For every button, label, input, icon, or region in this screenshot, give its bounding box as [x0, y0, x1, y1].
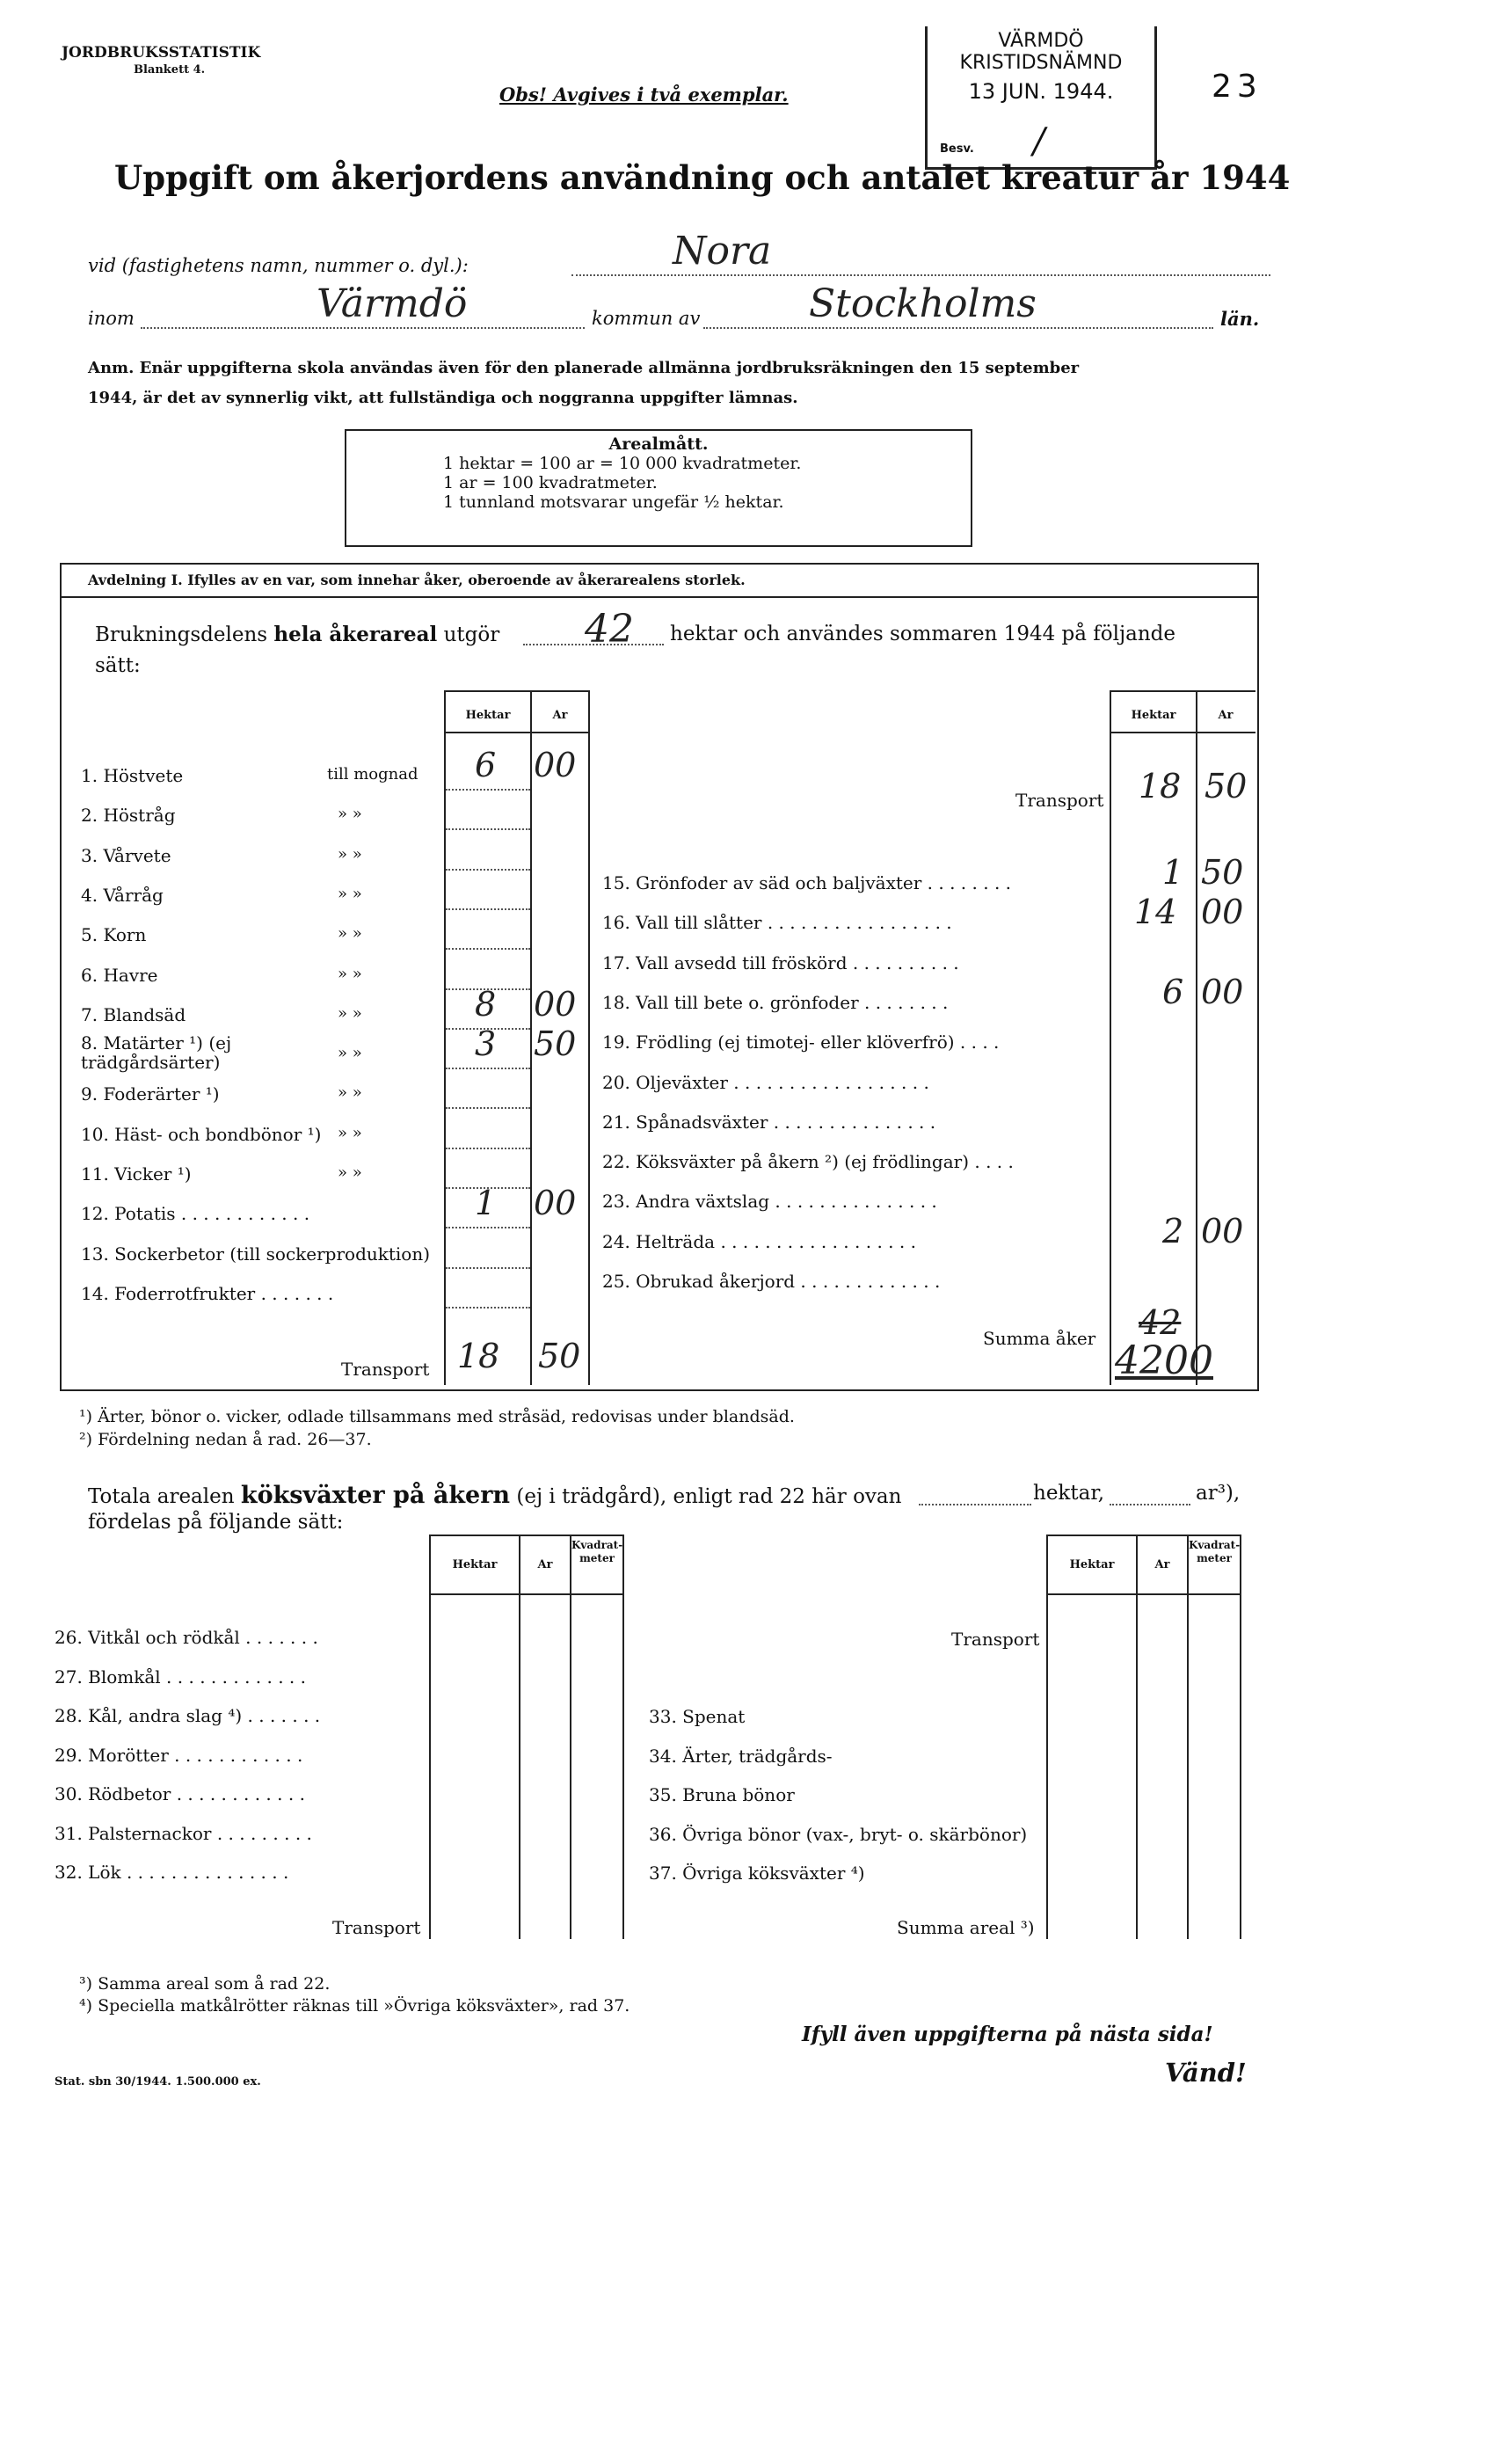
koks-left-col-kvm: Kvadrat-meter — [571, 1539, 623, 1564]
koks-left-d — [622, 1535, 624, 1939]
right-col-line-b — [1196, 690, 1197, 1385]
left-row-suffix: » » — [338, 924, 362, 944]
right-transport-label: Transport — [1015, 790, 1104, 811]
left-row-rule — [446, 1306, 530, 1309]
stamp-line2: KRISTIDSNÄMND — [959, 52, 1123, 74]
inom-value[interactable]: Värmdö — [317, 281, 468, 326]
right-row-label: 23. Andra växtslag . . . . . . . . . . . . . . . — [602, 1191, 937, 1213]
koks-left-b — [519, 1535, 520, 1939]
vid-label: vid (fastighetens namn, nummer o. dyl.): — [88, 255, 469, 276]
left-row-ar[interactable]: 00 — [534, 984, 577, 1024]
left-row-rule — [446, 827, 530, 830]
left-row-label: 11. Vicker ¹) — [81, 1163, 192, 1185]
koks-right-row: 37. Övriga köksväxter ⁴) — [649, 1863, 865, 1884]
right-row-label: 17. Vall avsedd till fröskörd . . . . . . . . . . — [602, 951, 959, 973]
page-number: 23 — [1212, 69, 1263, 105]
left-row-hektar[interactable]: 8 — [475, 984, 497, 1024]
right-transport-ar[interactable]: 50 — [1205, 767, 1248, 806]
org-name: JORDBRUKSSTATISTIK — [62, 44, 261, 62]
left-row-rule — [446, 1266, 530, 1269]
footnote-4: ⁴) Speciella matkålrötter räknas till »Övriga köksväxter», rad 37. — [79, 1996, 630, 2016]
left-row-ar[interactable]: 00 — [534, 1184, 577, 1223]
left-row-hektar[interactable]: 6 — [475, 746, 497, 784]
left-row-label: 3. Vårvete — [81, 844, 171, 866]
koks-right-transport: Transport — [951, 1629, 1040, 1650]
left-row-rule — [446, 947, 530, 950]
arealmatt-title: Arealmått. — [608, 434, 709, 454]
arealmatt-line3: 1 tunnland motsvarar ungefär ⅟₂ hektar. — [443, 492, 784, 512]
koks-right-a — [1046, 1535, 1048, 1939]
print-info: Stat. sbn 30/1944. 1.500.000 ex. — [55, 2075, 261, 2089]
left-row-rule — [446, 908, 530, 910]
right-row-hektar[interactable]: 1 — [1162, 853, 1184, 892]
koks-left-row: 29. Morötter . . . . . . . . . . . . — [55, 1744, 303, 1766]
kommun-label: kommun av — [592, 308, 701, 329]
left-row-rule — [446, 868, 530, 871]
arealmatt-line2: 1 ar = 100 kvadratmeter. — [443, 473, 658, 492]
right-col-line-a — [1110, 690, 1111, 1385]
koks-summa: Summa areal ³) — [897, 1917, 1035, 1938]
koks-left-top — [429, 1535, 624, 1536]
intro-d: hektar och användes sommaren 1944 på följande — [670, 623, 1175, 645]
right-row-ar[interactable]: 00 — [1201, 972, 1244, 1011]
koks-left-row: 28. Kål, andra slag ⁴) . . . . . . . — [55, 1705, 321, 1726]
right-row-label: 25. Obrukad åkerjord . . . . . . . . . . . . . — [602, 1271, 941, 1292]
left-row-label: 1. Höstvete — [81, 765, 184, 786]
left-row-suffix: till mognad — [327, 765, 418, 784]
right-row-label: 22. Köksväxter på åkern ²) (ej frödlingar) . . . . — [602, 1151, 1014, 1173]
right-row-ar[interactable]: 00 — [1201, 893, 1244, 932]
stamp-besv-value: / — [1033, 121, 1045, 162]
koks-left-row: 32. Lök . . . . . . . . . . . . . . . — [55, 1862, 289, 1883]
left-transport-label: Transport — [341, 1359, 430, 1380]
koks-ar-line — [1110, 1502, 1190, 1505]
summa-label: Summa åker — [983, 1328, 1096, 1349]
blankett-label: Blankett 4. — [134, 63, 206, 77]
page-title: Uppgift om åkerjordens användning och antalet kreatur år 1944 — [114, 158, 1291, 197]
koks-left-col-hektar: Hektar — [452, 1558, 498, 1571]
kristidsnamnd-stamp — [925, 26, 1157, 170]
right-row-label: 19. Frödling (ej timotej- eller klöverfrö) . . . . — [602, 1032, 1000, 1053]
avdelning-intro — [95, 623, 499, 646]
left-row-suffix: » » — [338, 964, 362, 983]
left-row-suffix: » » — [338, 1163, 362, 1182]
vand-notice: Vänd! — [1165, 2058, 1247, 2088]
right-row-hektar[interactable]: 2 — [1162, 1211, 1184, 1250]
koks-left-head-bottom — [429, 1593, 624, 1595]
left-row-suffix: » » — [338, 884, 362, 903]
right-row-hektar[interactable]: 14 — [1134, 893, 1177, 932]
footnote-1: ¹) Ärter, bönor o. vicker, odlade tillsammans med stråsäd, redovisas under blandsäd. — [79, 1407, 795, 1426]
arealmatt-line1: 1 hektar = 100 ar = 10 000 kvadratmeter. — [443, 454, 802, 473]
anm-line2: 1944, är det av synnerlig vikt, att fullständiga och noggranna uppgifter lämnas. — [88, 389, 798, 407]
right-row-ar[interactable]: 00 — [1201, 1211, 1244, 1250]
left-row-label: 7. Blandsäd — [81, 1003, 186, 1025]
stamp-besv-label: Besv. — [940, 142, 974, 156]
right-row-ar[interactable]: 50 — [1201, 853, 1244, 892]
vid-value[interactable]: Nora — [673, 229, 772, 273]
right-col-head-bottom — [1110, 732, 1255, 733]
stamp-line1: VÄRMDÖ — [998, 30, 1084, 52]
koks-hektar-line — [919, 1502, 1031, 1505]
right-col-top — [1110, 690, 1255, 692]
koks-right-d — [1240, 1535, 1241, 1939]
koks-left-row: 30. Rödbetor . . . . . . . . . . . . — [55, 1783, 305, 1804]
right-transport-hektar[interactable]: 18 — [1139, 767, 1182, 806]
koks-left-row: 31. Palsternackor . . . . . . . . . — [55, 1822, 312, 1844]
koks-intro-a: Totala arealen — [88, 1485, 235, 1508]
left-col-line-c — [588, 690, 590, 1385]
left-row-suffix: » » — [338, 844, 362, 864]
summa-struck-value: 42 — [1139, 1303, 1182, 1342]
left-col-head-bottom — [444, 732, 590, 733]
left-col-top — [444, 690, 590, 692]
left-row-hektar[interactable]: 1 — [475, 1184, 497, 1223]
left-row-label: 10. Häst- och bondbönor ¹) — [81, 1123, 322, 1145]
lan-label: län. — [1220, 308, 1260, 330]
left-row-label: 14. Foderrotfrukter . . . . . . . — [81, 1282, 334, 1304]
fyll-notice: Ifyll även uppgifterna på nästa sida! — [802, 2023, 1213, 2046]
left-row-label: 4. Vårråg — [81, 884, 164, 906]
left-transport-hektar[interactable]: 18 — [457, 1337, 500, 1375]
left-row-suffix: » » — [338, 805, 362, 824]
left-row-label: 2. Höstråg — [81, 805, 176, 827]
left-row-rule — [446, 1226, 530, 1228]
left-row-label: 13. Sockerbetor (till sockerproduktion) — [81, 1243, 431, 1265]
koks-left-a — [429, 1535, 431, 1939]
koks-right-col-ar: Ar — [1154, 1558, 1170, 1571]
left-row-suffix: » » — [338, 1044, 362, 1063]
koks-left-col-ar: Ar — [537, 1558, 553, 1571]
left-row-rule — [446, 1106, 530, 1109]
koks-right-row: 35. Bruna bönor — [649, 1784, 795, 1805]
koks-intro-d: hektar, — [1033, 1482, 1105, 1505]
anm-line1: Anm. Enär uppgifterna skola användas även för den planerade allmänna jordbruksräkningen den 15 september — [88, 359, 1080, 377]
footnote-3: ³) Samma areal som å rad 22. — [79, 1974, 331, 1994]
intro-a: Brukningsdelens — [95, 623, 268, 646]
arealmatt-box — [345, 429, 972, 547]
left-transport-ar[interactable]: 50 — [538, 1337, 581, 1375]
inom-label: inom — [88, 308, 135, 329]
intro-c: utgör — [443, 623, 500, 646]
right-row-label: 24. Helträda . . . . . . . . . . . . . . . . . . — [602, 1230, 916, 1252]
stamp-date: 13 JUN. 1944. — [968, 79, 1114, 104]
koks-right-row: 36. Övriga bönor (vax-, bryt- o. skärbönor) — [649, 1823, 1028, 1845]
left-col-line-b — [530, 690, 532, 1385]
intro-b: hela åkerareal — [273, 623, 438, 646]
koks-right-col-kvm: Kvadrat-meter — [1189, 1539, 1241, 1564]
left-row-label: 12. Potatis . . . . . . . . . . . . — [81, 1203, 310, 1225]
koks-left-transport: Transport — [332, 1917, 421, 1938]
right-row-label: 20. Oljeväxter . . . . . . . . . . . . . . . . . . — [602, 1071, 929, 1093]
left-row-label: 9. Foderärter ¹) — [81, 1083, 220, 1105]
left-row-suffix: » » — [338, 1083, 362, 1103]
left-row-ar[interactable]: 50 — [534, 1024, 577, 1064]
left-col-hektar: Hektar — [465, 709, 511, 722]
footnote-2: ²) Fördelning nedan å rad. 26—37. — [79, 1430, 372, 1449]
left-row-rule — [446, 1147, 530, 1149]
right-row-hektar[interactable]: 6 — [1162, 972, 1184, 1011]
obs-notice: Obs! Avgives i två exemplar. — [499, 84, 789, 106]
koks-left-row: 27. Blomkål . . . . . . . . . . . . . — [55, 1666, 306, 1688]
avdelning-title: Avdelning I. Ifylles av en var, som innehar åker, oberoende av åkerarealens storlek. — [88, 572, 746, 588]
right-row-label: 15. Grönfoder av säd och baljväxter . . . . . . . . — [602, 872, 1012, 893]
koks-right-col-hektar: Hektar — [1069, 1558, 1115, 1571]
koks-intro-f: fördelas på följande sätt: — [88, 1511, 344, 1534]
koks-intro — [88, 1482, 901, 1509]
left-row-hektar[interactable]: 3 — [475, 1024, 497, 1064]
koks-right-row: 34. Ärter, trädgårds- — [649, 1745, 833, 1767]
left-row-suffix: » » — [338, 1003, 362, 1023]
avdelning-section — [60, 563, 1259, 1391]
koks-right-row: 33. Spenat — [649, 1706, 746, 1727]
koks-right-b — [1136, 1535, 1138, 1939]
right-col-hektar: Hektar — [1131, 709, 1176, 722]
right-row-label: 18. Vall till bete o. grönfoder . . . . . . . . — [602, 991, 949, 1013]
total-value[interactable]: 42 — [585, 607, 634, 652]
koks-intro-b: köksväxter på åkern — [240, 1482, 511, 1509]
koks-intro-c: (ej i trädgård), enligt rad 22 här ovan — [516, 1485, 902, 1508]
right-col-ar: Ar — [1218, 709, 1234, 722]
left-row-rule — [446, 788, 530, 791]
left-row-suffix: » » — [338, 1123, 362, 1142]
left-col-ar: Ar — [552, 709, 568, 722]
koks-right-top — [1046, 1535, 1241, 1536]
koks-left-c — [570, 1535, 571, 1939]
left-row-rule — [446, 1067, 530, 1069]
left-row-label: 5. Korn — [81, 924, 147, 946]
left-row-label: 6. Havre — [81, 964, 158, 986]
right-row-label: 21. Spånadsväxter . . . . . . . . . . . . . . . — [602, 1111, 936, 1133]
left-col-line-a — [444, 690, 446, 1385]
kommun-value[interactable]: Stockholms — [809, 281, 1037, 326]
koks-right-head-bottom — [1046, 1593, 1241, 1595]
koks-left-row: 26. Vitkål och rödkål . . . . . . . — [55, 1627, 318, 1648]
summa-value[interactable]: 4200 — [1115, 1338, 1213, 1383]
avdelning-header-rule — [60, 596, 1257, 598]
koks-right-c — [1187, 1535, 1189, 1939]
left-row-label: 8. Matärter ¹) (ej trädgårdsärter) — [81, 1032, 232, 1074]
right-row-label: 16. Vall till slåtter . . . . . . . . . . . . . . . . . — [602, 912, 952, 934]
intro-e: sätt: — [95, 654, 141, 677]
left-row-ar[interactable]: 00 — [534, 746, 577, 784]
koks-intro-e: ar³), — [1196, 1482, 1241, 1505]
